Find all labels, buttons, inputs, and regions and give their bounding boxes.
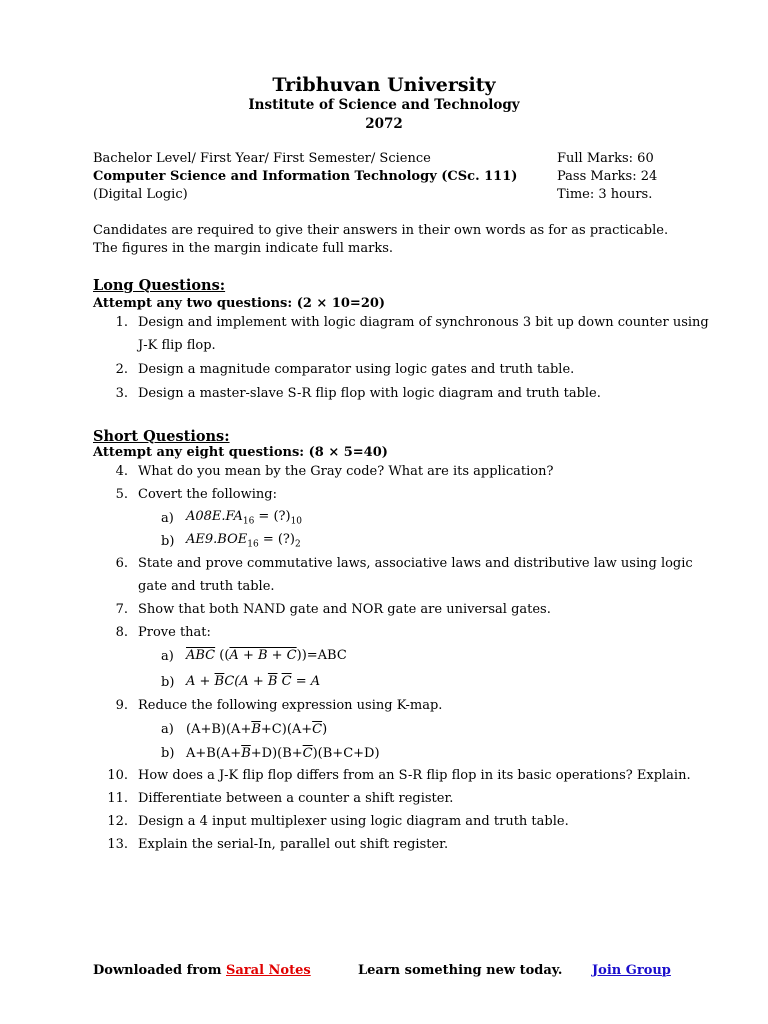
time-allowed: Time: 3 hours. bbox=[557, 187, 653, 202]
question-text: Show that both NAND gate and NOR gate are universal gates. bbox=[138, 602, 551, 617]
complement-term: $\overline{C}$ bbox=[312, 722, 323, 737]
subquestion-expression bbox=[186, 532, 301, 550]
question-number: 6. bbox=[115, 556, 128, 571]
institute-name: Institute of Science and Technology bbox=[248, 97, 520, 113]
subquestion-expression bbox=[186, 722, 327, 737]
expr-part: A+B(A+ bbox=[186, 746, 242, 761]
subject-line: (Digital Logic) bbox=[93, 187, 188, 202]
hex-value: AE9.BOE bbox=[186, 532, 248, 547]
subquestion-expression bbox=[186, 746, 380, 761]
subquestion-expression bbox=[186, 648, 347, 663]
complement-term: $\overline{B}$ bbox=[214, 674, 225, 689]
base-subscript: 16 bbox=[242, 516, 255, 527]
subquestion-label: b) bbox=[161, 746, 175, 761]
long-questions-heading: Long Questions: bbox=[93, 277, 226, 294]
join-group-link[interactable]: Join Group bbox=[592, 963, 671, 978]
paren-close: ))=ABC bbox=[296, 648, 347, 663]
footer-tagline: Learn something new today. bbox=[358, 963, 563, 978]
base-subscript: 16 bbox=[247, 539, 259, 550]
complement-term: $\overline{C}$ bbox=[281, 674, 292, 689]
question-text: Explain the serial-In, parallel out shift register. bbox=[138, 837, 449, 852]
pass-marks: Pass Marks: 24 bbox=[557, 169, 658, 184]
complement-term: $\overline{ABC}$ bbox=[186, 648, 216, 663]
instruction-line: The figures in the margin indicate full marks. bbox=[93, 241, 394, 256]
question-text: How does a J-K flip flop differs from an S-R flip flop in its basic operations? Explain. bbox=[138, 768, 691, 783]
short-questions-heading: Short Questions: bbox=[93, 428, 230, 445]
expr-part: A + bbox=[186, 674, 215, 689]
paren-open: (( bbox=[215, 648, 230, 663]
question-number: 2. bbox=[115, 362, 128, 377]
saral-notes-link[interactable]: Saral Notes bbox=[226, 963, 311, 978]
complement-term: $\overline{C}$ bbox=[302, 746, 313, 761]
question-text: Reduce the following expression using K-map. bbox=[138, 698, 443, 713]
question-text: State and prove commutative laws, associative laws and distributive law using logic bbox=[138, 556, 693, 571]
question-text: Covert the following: bbox=[138, 487, 277, 502]
question-text: Design and implement with logic diagram of synchronous 3 bit up down counter using bbox=[138, 315, 709, 330]
footer-downloaded bbox=[93, 963, 311, 978]
question-text: J-K flip flop. bbox=[138, 338, 216, 353]
subquestion-expression bbox=[186, 674, 320, 689]
base-subscript: 10 bbox=[290, 516, 303, 527]
question-number: 10. bbox=[107, 768, 128, 783]
subquestion-label: b) bbox=[161, 534, 175, 549]
hex-value: A08E.FA bbox=[186, 509, 243, 524]
expr-part: C(A + bbox=[224, 674, 268, 689]
subquestion-expression bbox=[186, 509, 302, 527]
question-text: Prove that: bbox=[138, 625, 211, 640]
base-subscript: 2 bbox=[294, 539, 301, 550]
question-number: 11. bbox=[107, 791, 128, 806]
question-text: gate and truth table. bbox=[138, 579, 275, 594]
question-number: 4. bbox=[115, 464, 128, 479]
question-text: Design a magnitude comparator using logic gates and truth table. bbox=[138, 362, 575, 377]
question-text: Differentiate between a counter a shift register. bbox=[138, 791, 454, 806]
question-number: 9. bbox=[115, 698, 128, 713]
subquestion-label: a) bbox=[161, 649, 174, 664]
expr-part: = A bbox=[291, 674, 321, 689]
full-marks: Full Marks: 60 bbox=[557, 151, 654, 166]
question-number: 3. bbox=[115, 386, 128, 401]
exam-year: 2072 bbox=[365, 116, 403, 132]
expr-part: )(B+C+D) bbox=[312, 746, 380, 761]
equals-unknown: = (?) bbox=[254, 509, 291, 524]
question-number: 12. bbox=[107, 814, 128, 829]
short-questions-instruction: Attempt any eight questions: (8 × 5=40) bbox=[93, 445, 388, 460]
expr-part: +C)(A+ bbox=[260, 722, 313, 737]
question-number: 7. bbox=[115, 602, 128, 617]
subquestion-label: b) bbox=[161, 675, 175, 690]
level-line: Bachelor Level/ First Year/ First Semester/ Science bbox=[93, 151, 431, 166]
expr-part: +D)(B+ bbox=[250, 746, 303, 761]
instruction-line: Candidates are required to give their answers in their own words as for as practicable. bbox=[93, 223, 669, 238]
question-number: 5. bbox=[115, 487, 128, 502]
question-number: 8. bbox=[115, 625, 128, 640]
expr-part: (A+B)(A+ bbox=[186, 722, 252, 737]
expr-part: ) bbox=[322, 722, 328, 737]
equals-unknown: = (?) bbox=[258, 532, 295, 547]
complement-term: $\overline{B}$ bbox=[241, 746, 251, 761]
subquestion-label: a) bbox=[161, 722, 174, 737]
question-number: 13. bbox=[107, 837, 128, 852]
question-text: Design a 4 input multiplexer using logic diagram and truth table. bbox=[138, 814, 569, 829]
long-questions-instruction: Attempt any two questions: (2 × 10=20) bbox=[93, 296, 386, 311]
complement-term: A + B + C bbox=[229, 648, 297, 663]
complement-term: $\overline{B}$ bbox=[267, 674, 278, 689]
footer-downloaded-prefix: Downloaded from bbox=[93, 963, 226, 978]
complement-term: $\overline{B}$ bbox=[251, 722, 261, 737]
subquestion-label: a) bbox=[161, 511, 174, 526]
question-text: Design a master-slave S-R flip flop with logic diagram and truth table. bbox=[138, 386, 601, 401]
question-text: What do you mean by the Gray code? What are its application? bbox=[138, 464, 554, 479]
university-name: Tribhuvan University bbox=[272, 74, 496, 96]
question-number: 1. bbox=[115, 315, 128, 330]
course-line: Computer Science and Information Technology (CSc. 111) bbox=[93, 169, 518, 184]
